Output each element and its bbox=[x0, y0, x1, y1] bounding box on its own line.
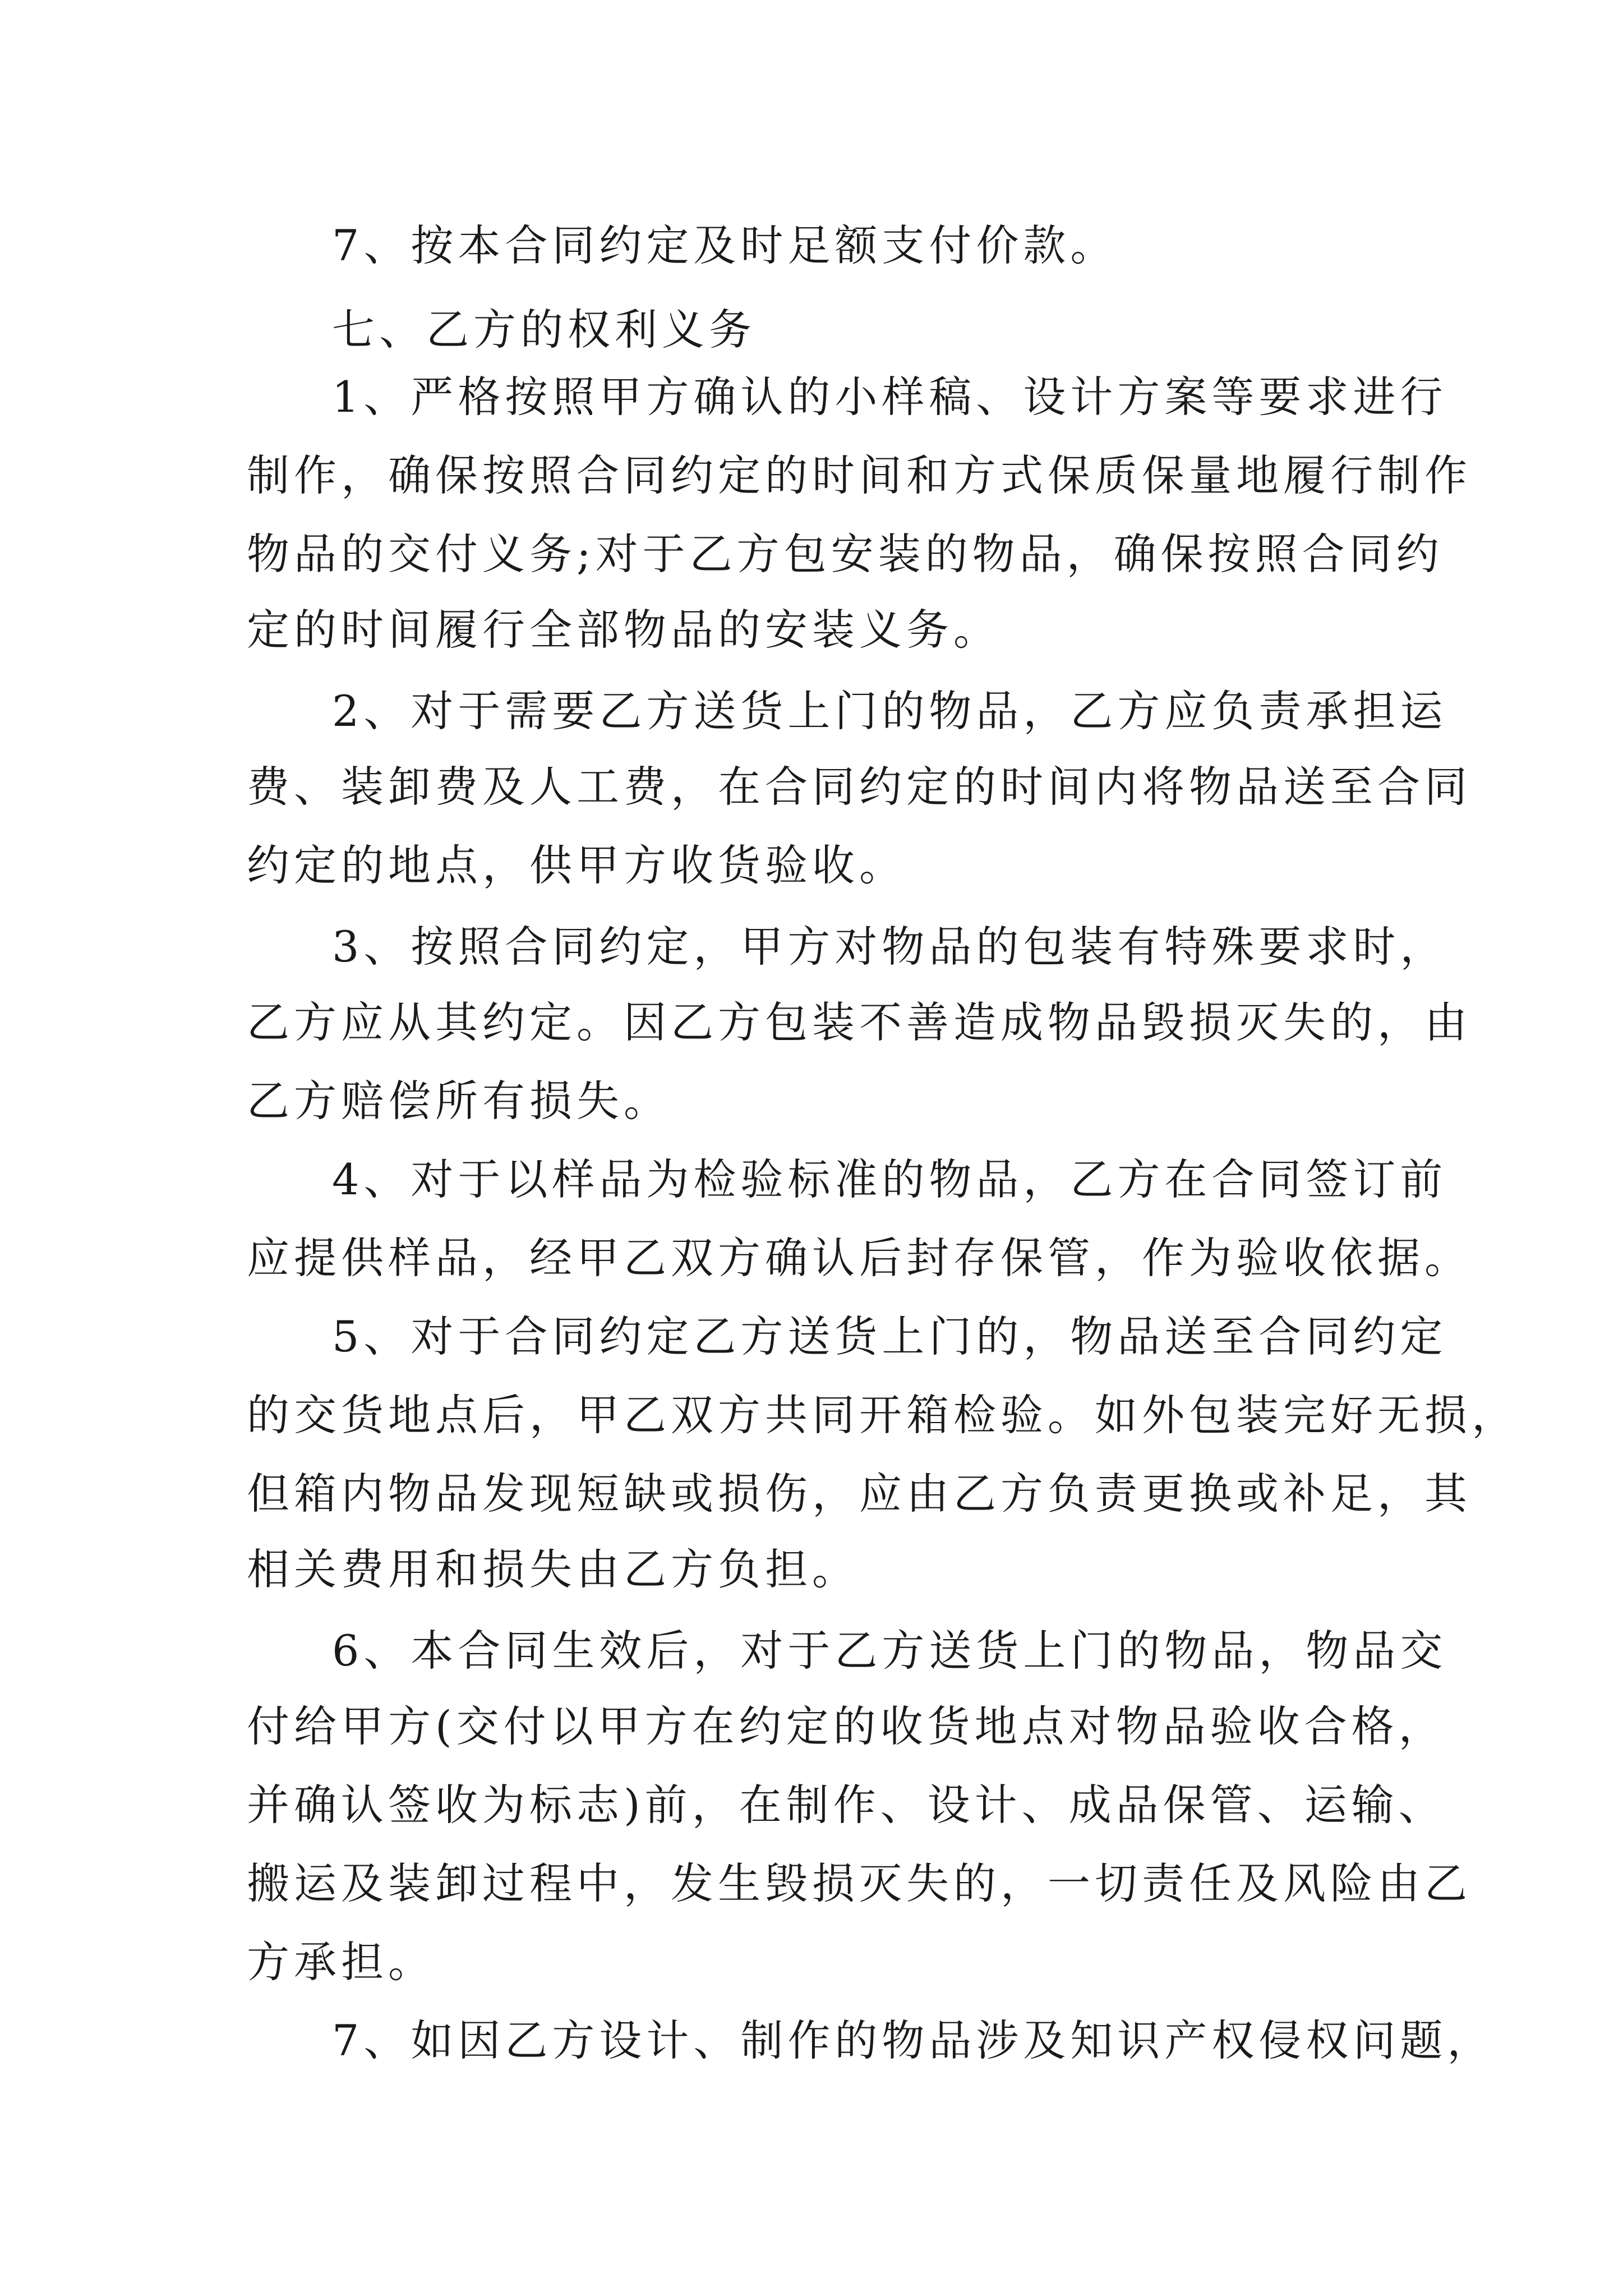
text-line: 6、本合同生效后，对于乙方送货上门的物品，物品交 bbox=[332, 1626, 1447, 1676]
text-line: 7、如因乙方设计、制作的物品涉及知识产权侵权问题， bbox=[332, 2016, 1495, 2065]
text-line: 2、对于需要乙方送货上门的物品，乙方应负责承担运 bbox=[332, 686, 1447, 736]
section-heading: 七、乙方的权利义务 bbox=[332, 305, 756, 355]
text-line: 1、严格按照甲方确认的小样稿、设计方案等要求进行 bbox=[332, 372, 1447, 422]
text-line: 但箱内物品发现短缺或损伤，应由乙方负责更换或补足，其 bbox=[247, 1469, 1472, 1519]
text-line: 定的时间履行全部物品的安装义务。 bbox=[247, 605, 1000, 655]
text-line: 搬运及装卸过程中，发生毁损灭失的，一切责任及风险由乙 bbox=[247, 1858, 1472, 1908]
text-line: 约定的地点，供甲方收货验收。 bbox=[247, 840, 906, 890]
text-line: 方承担。 bbox=[247, 1937, 435, 1987]
text-line: 5、对于合同约定乙方送货上门的，物品送至合同约定 bbox=[332, 1312, 1447, 1361]
text-line: 制作，确保按照合同约定的时间和方式保质保量地履行制作 bbox=[247, 450, 1472, 500]
text-line: 4、对于以样品为检验标准的物品，乙方在合同签订前 bbox=[332, 1154, 1447, 1204]
text-line: 7、按本合同约定及时足额支付价款。 bbox=[332, 220, 1118, 270]
text-line: 并确认签收为标志)前，在制作、设计、成品保管、运输、 bbox=[247, 1780, 1446, 1830]
text-line: 的交货地点后，甲乙双方共同开箱检验。如外包装完好无损， bbox=[247, 1390, 1519, 1440]
text-line: 物品的交付义务;对于乙方包安装的物品，确保按照合同约 bbox=[247, 529, 1444, 579]
text-line: 相关费用和损失由乙方负担。 bbox=[247, 1544, 859, 1594]
text-line: 应提供样品，经甲乙双方确认后封存保管，作为验收依据。 bbox=[247, 1233, 1472, 1283]
text-line: 乙方应从其约定。因乙方包装不善造成物品毁损灭失的，由 bbox=[247, 997, 1472, 1047]
text-line: 3、按照合同约定，甲方对物品的包装有特殊要求时， bbox=[332, 922, 1447, 972]
text-line: 费、装卸费及人工费，在合同约定的时间内将物品送至合同 bbox=[247, 762, 1472, 812]
text-line: 乙方赔偿所有损失。 bbox=[247, 1076, 671, 1126]
text-line: 付给甲方(交付以甲方在约定的收货地点对物品验收合格， bbox=[247, 1701, 1446, 1751]
